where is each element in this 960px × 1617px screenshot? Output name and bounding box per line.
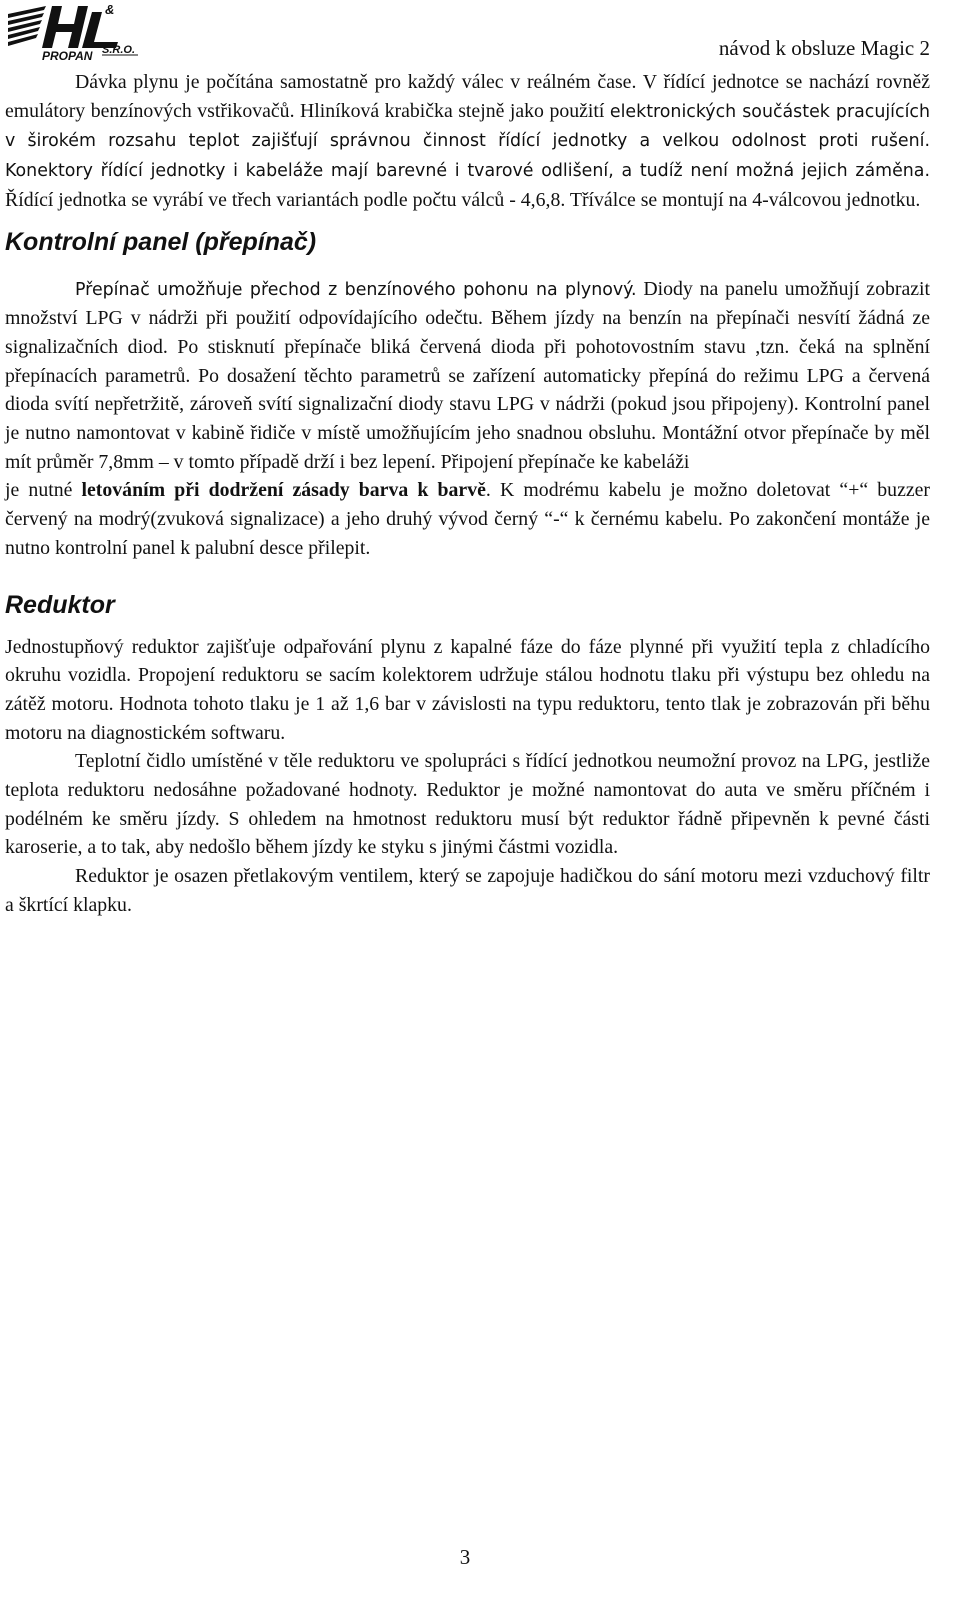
kontrolni-text-sans: Přepínač umožňuje přechod z benzínového pohonu na plynový. — [75, 279, 637, 300]
reduktor-paragraph-1: Jednostupňový reduktor zajišťuje odpařování plynu z kapalné fáze do fáze plynné při využití tepla z chladícího okruhu vozidla. Propojení reduktoru se sacím kolektorem udržuje stálou hodnotu tlaku při výstupu bez ohledu na zátěž motoru. Hodnota tohoto tlaku je 1 až 1,6 bar v závislosti na typu reduktoru, tento tlak je zobrazován při běhu motoru na diagnostickém softwaru. — [5, 635, 930, 744]
intro-text-2: elektronických součástek pracujících v širokém rozsahu teplot zajišťují správnou činnost řídící jednotky a velkou odolnost proti rušení. Konektory řídící jednotky i kabeláže mají barevné i tvarové odlišení, a tudíž není možná jejich záměna. — [5, 101, 930, 182]
kontrolni-p2-end: . K modrému kabelu je možno doletovat “+“ buzzer červený na modrý(zvuková signalizace) a jeho druhý vývod černý “-“ k černému kabelu. Po zakončení montáže je nutno kontrolní panel k palubní desce přilepit. — [5, 479, 930, 559]
page-content — [5, 68, 930, 920]
logo-company: PROPAN — [42, 49, 93, 63]
heading-reduktor: Reduktor — [5, 590, 115, 619]
heading-kontrolni-panel: Kontrolní panel (přepínač) — [5, 227, 317, 256]
hl-propan-logo — [6, 2, 146, 64]
reduktor-paragraph-3: Reduktor je osazen přetlakovým ventilem, který se zapojuje hadičkou do sání motoru mezi vzduchový filtr a škrtící klapku. — [5, 865, 930, 916]
document-title: návod k obsluze Magic 2 — [718, 36, 930, 60]
kontrolni-p2-bold: letováním při dodržení zásady barva k barvě — [81, 479, 486, 502]
logo-brand: HL — [6, 2, 8, 3]
kontrolni-p2-start: je nutné — [5, 479, 82, 502]
intro-paragraph — [5, 68, 930, 215]
page-number: 3 — [459, 1545, 471, 1569]
kontrolni-paragraph-2 — [5, 476, 930, 562]
intro-text-1: Dávka plynu je počítána samostatně pro každý válec v reálném čase. V řídící jednotce se nachází rovněž emulátory benzínových vstřikovačů. Hliníková krabička stejně jako použití — [5, 71, 930, 122]
intro-text-3: Řídící jednotka se vyrábí ve třech variantách podle počtu válců - 4,6,8. Tříválce se montují na 4-válcovou jednotku. — [5, 188, 921, 211]
kontrolni-paragraph-1 — [5, 275, 930, 477]
reduktor-paragraph-2: Teplotní čidlo umístěné v těle reduktoru ve spolupráci s řídící jednotkou neumožní provoz na LPG, jestliže teplota reduktoru nedosáhne požadované hodnoty. Reduktor je možné namontovat do auta ve směru příčném i podélném ke směru jízdy. S ohledem na hmotnost reduktoru musí být reduktor řádně připevněn k pevné části karoserie, a to tak, aby nedošlo během jízdy ke styku s jinými částmi vozidla. — [5, 750, 930, 859]
logo-ampersand: & — [105, 2, 115, 17]
logo-suffix: S.R.O. — [102, 44, 136, 56]
kontrolni-text-serif: Diody na panelu umožňují zobrazit množství LPG v nádrži při použití odpovídajícího odečtu. Během jízdy na benzín na přepínači nesvítí žádná ze signalizačních diod. Po stisknutí přepínače bliká červená dioda při pohotovostním stavu ,tzn. čeká na splnění přepínacích parametrů. Po dosažení těchto parametrů se zařízení automaticky přepíná do režimu LPG a červená dioda svítí nepřetržitě, zároveň svítí signalizační diody stavu LPG v nádrži (pokud jsou připojeny). Kontrolní panel je nutno namontovat v kabině řidiče v místě umožňujícím jeho snadnou obsluhu. Montážní otvor přepínače by měl mít průměr 7,8mm – v tomto případě drží i bez lepení. Připojení přepínače ke kabeláži — [5, 277, 930, 473]
